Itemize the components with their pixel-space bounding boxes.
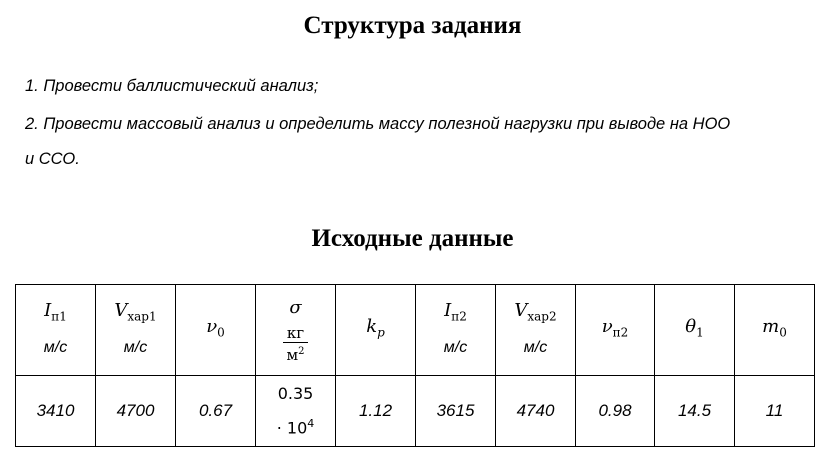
header-cell: $V_{хар2}$ м/с [496,285,576,376]
value-cell: 0.67 [176,376,256,447]
value-cell: 0.98 [576,376,655,447]
header-cell: $\nu_0$ [176,285,256,376]
value-cell: 3615 [416,376,496,447]
value-cell: 1.12 [336,376,416,447]
value-cell: 14.5 [655,376,735,447]
task-item-1: 1. Провести баллистический анализ; [25,77,319,95]
initial-data-table [15,284,815,447]
header-cell: $m_0$ [735,285,815,376]
title-initial-data: Исходные данные [311,225,514,252]
task-item-2: 2. Провести массовый анализ и определить массу полезной нагрузки при выводе на НОО [25,115,731,133]
task-item-2-continued: и ССО. [25,150,80,168]
header-cell: σ $\frac{кг}{м^2}$ [256,285,336,376]
value-cell: 4700 [96,376,176,447]
header-cell: $k_p$ [336,285,416,376]
header-cell: $\nu_{п2}$ [576,285,655,376]
header-cell: $I_{п1}$ м/с [16,285,96,376]
value-cell: 11 [735,376,815,447]
header-cell: $\theta_1$ [655,285,735,376]
unit-fraction: $\frac{кг}{м^2}$ [283,324,307,364]
title-structure: Структура задания [303,12,522,39]
value-cell: 3410 [16,376,96,447]
value-cell: 4740 [496,376,576,447]
header-cell: $V_{хар1}$ м/с [96,285,176,376]
table-header-row [16,285,815,376]
value-cell: 0.35 · $10^4$ [256,376,336,447]
table-values-row [16,376,815,447]
header-cell: $I_{п2}$ м/с [416,285,496,376]
